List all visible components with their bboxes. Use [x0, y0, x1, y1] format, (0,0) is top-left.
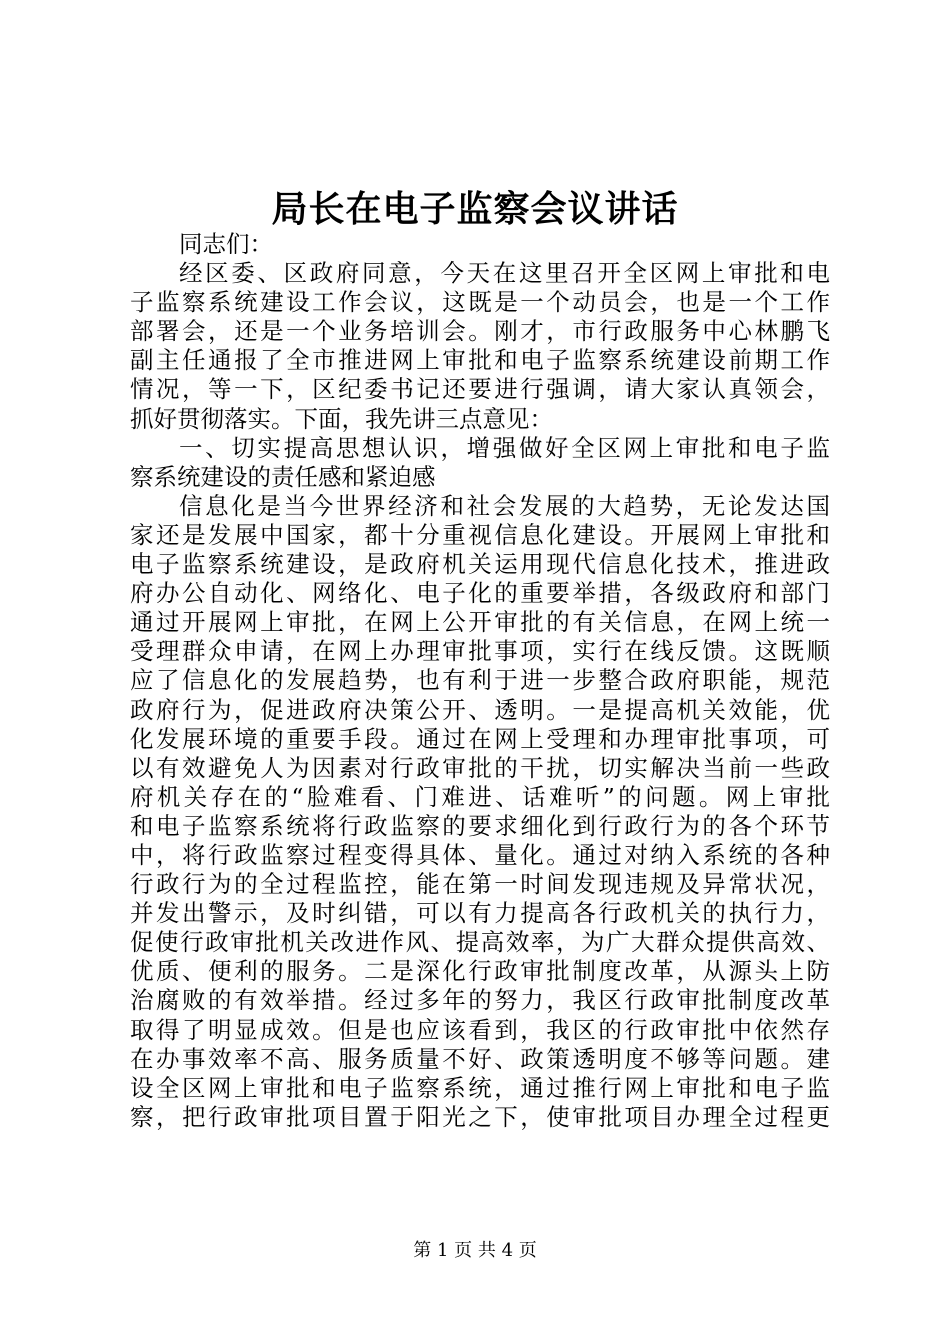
- document-title: 局长在电子监察会议讲话: [271, 188, 679, 230]
- text-line: 察，把行政审批项目置于阳光之下，使审批项目办理全过程更: [130, 1102, 830, 1131]
- text-line: 抓好贯彻落实。下面，我先讲三点意见：: [130, 404, 553, 433]
- text-line: 子监察系统建设工作会议，这既是一个动员会，也是一个工作: [130, 288, 830, 317]
- text-line: 取得了明显成效。但是也应该看到，我区的行政审批中依然存: [130, 1015, 830, 1044]
- text-line: 和电子监察系统将行政监察的要求细化到行政行为的各个环节: [130, 811, 830, 840]
- text-line: 在办事效率不高、服务质量不好、政策透明度不够等问题。建: [130, 1044, 830, 1073]
- text-line: 家还是发展中国家，都十分重视信息化建设。开展网上审批和: [130, 520, 830, 549]
- text-line: 应了信息化的发展趋势，也有利于进一步整合政府职能，规范: [130, 666, 830, 695]
- text-line: 信息化是当今世界经济和社会发展的大趋势，无论发达国: [179, 491, 830, 520]
- text-line: 情况，等一下，区纪委书记还要进行强调，请大家认真领会，: [130, 375, 830, 404]
- text-line: 电子监察系统建设，是政府机关运用现代信息化技术，推进政: [130, 550, 830, 579]
- text-line: 同志们：: [179, 230, 273, 258]
- text-line: 并发出警示，及时纠错，可以有力提高各行政机关的执行力，: [130, 899, 830, 928]
- text-line: 行政行为的全过程监控，能在第一时间发现违规及异常状况，: [130, 870, 830, 899]
- text-line: 府机关存在的“脸难看、门难进、话难听”的问题。网上审批: [130, 782, 830, 811]
- text-line: 促使行政审批机关改进作风、提高效率，为广大群众提供高效、: [130, 928, 830, 957]
- text-line: 受理群众申请，在网上办理审批事项，实行在线反馈。这既顺: [130, 637, 830, 666]
- text-line: 经区委、区政府同意，今天在这里召开全区网上审批和电: [179, 259, 830, 288]
- text-line: 一、切实提高思想认识，增强做好全区网上审批和电子监: [179, 433, 830, 462]
- text-line: 设全区网上审批和电子监察系统，通过推行网上审批和电子监: [130, 1073, 830, 1102]
- text-line: 察系统建设的责任感和紧迫感: [130, 462, 436, 491]
- text-line: 副主任通报了全市推进网上审批和电子监察系统建设前期工作: [130, 346, 830, 375]
- text-line: 通过开展网上审批，在网上公开审批的有关信息，在网上统一: [130, 608, 830, 637]
- page-footer: 第 1 页 共 4 页: [413, 1240, 537, 1261]
- text-line: 中，将行政监察过程变得具体、量化。通过对纳入系统的各种: [130, 840, 830, 869]
- text-line: 部署会，还是一个业务培训会。刚才，市行政服务中心林鹏飞: [130, 317, 830, 346]
- text-line: 优质、便利的服务。二是深化行政审批制度改革，从源头上防: [130, 957, 830, 986]
- text-line: 化发展环境的重要手段。通过在网上受理和办理审批事项，可: [130, 724, 830, 753]
- document-body: [130, 230, 830, 1132]
- text-line: 政府行为，促进政府决策公开、透明。一是提高机关效能，优: [130, 695, 830, 724]
- text-line: 府办公自动化、网络化、电子化的重要举措，各级政府和部门: [130, 579, 830, 608]
- text-line: 治腐败的有效举措。经过多年的努力，我区行政审批制度改革: [130, 986, 830, 1015]
- text-line: 以有效避免人为因素对行政审批的干扰，切实解决当前一些政: [130, 753, 830, 782]
